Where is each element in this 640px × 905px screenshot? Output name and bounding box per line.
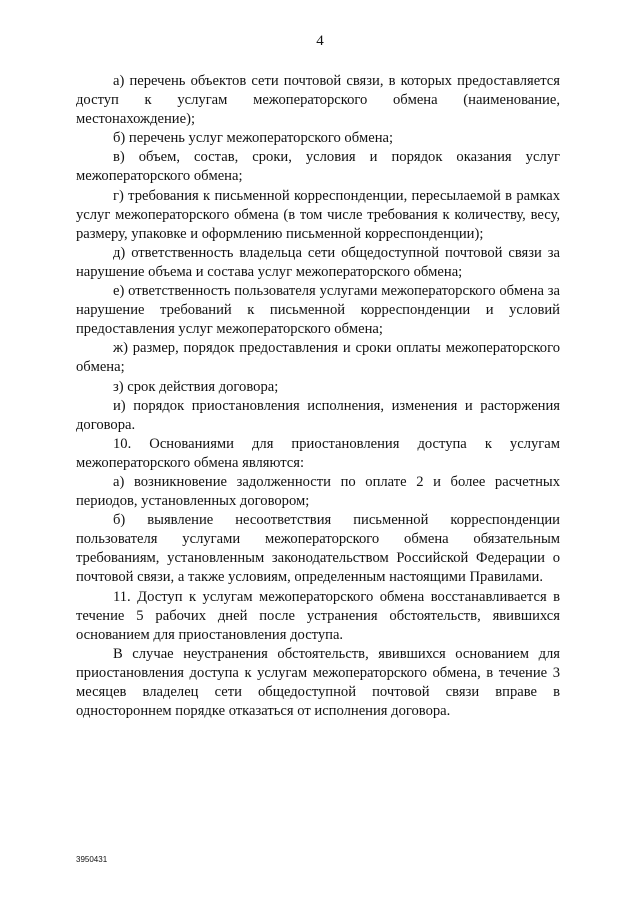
section-10-clause-b-noncompliance: б) выявление несоответствия письменной корреспонденции пользователя услугами межоператорского обмена обязательным требованиям, установленным законодательством Российской Федерации о почтовой связи, а также условиям, определенным настоящими Правилами. [76, 512, 560, 586]
document-body [76, 72, 560, 721]
clause-d-owner-liability: д) ответственность владельца сети общедоступной почтовой связи за нарушение объема и состава услуг межоператорского обмена; [76, 244, 560, 280]
clause-g-correspondence-requirements: г) требования к письменной корреспонденции, пересылаемой в рамках услуг межоператорского обмена (в том числе требования к количеству, весу, размеру, упаковке и оформлению письменной корреспонденции); [76, 187, 560, 242]
clause-e-user-liability: е) ответственность пользователя услугами межоператорского обмена за нарушение требований к письменной корреспонденции и условий предоставления услуг межоператорского обмена; [76, 283, 560, 338]
clause-zh-payment: ж) размер, порядок предоставления и сроки оплаты межоператорского обмена; [76, 340, 560, 376]
clause-b-services-list: б) перечень услуг межоператорского обмена; [113, 130, 394, 147]
page-number: 4 [316, 33, 324, 49]
section-10-suspension-grounds: 10. Основаниями для приостановления доступа к услугам межоператорского обмена являются: [76, 435, 560, 471]
document-code: 3950431 [76, 855, 108, 864]
clause-z-term: з) срок действия договора; [113, 378, 279, 395]
section-11-contract-termination: В случае неустранения обстоятельств, явившихся основанием для приостановления доступа к услугам межоператорского обмена, в течение 3 месяцев владелец сети общедоступной почтовой связи вправе в одностороннем порядке отказаться от исполнения договора. [76, 645, 560, 720]
clause-v-volume-terms: в) объем, состав, сроки, условия и порядок оказания услуг межоператорского обмена; [76, 149, 560, 185]
clause-i-suspension-procedure: и) порядок приостановления исполнения, изменения и расторжения договора. [76, 397, 560, 433]
section-11-access-restoration: 11. Доступ к услугам межоператорского обмена восстанавливается в течение 5 рабочих дней после устранения обстоятельств, явившихся основанием для приостановления доступа. [76, 588, 560, 643]
section-10-clause-a-debt: а) возникновение задолженности по оплате 2 и более расчетных периодов, установленных договором; [76, 473, 560, 510]
clause-a-objects-list: а) перечень объектов сети почтовой связи, в которых предоставляется доступ к услугам межоператорского обмена (наименование, местонахождение); [76, 73, 560, 128]
